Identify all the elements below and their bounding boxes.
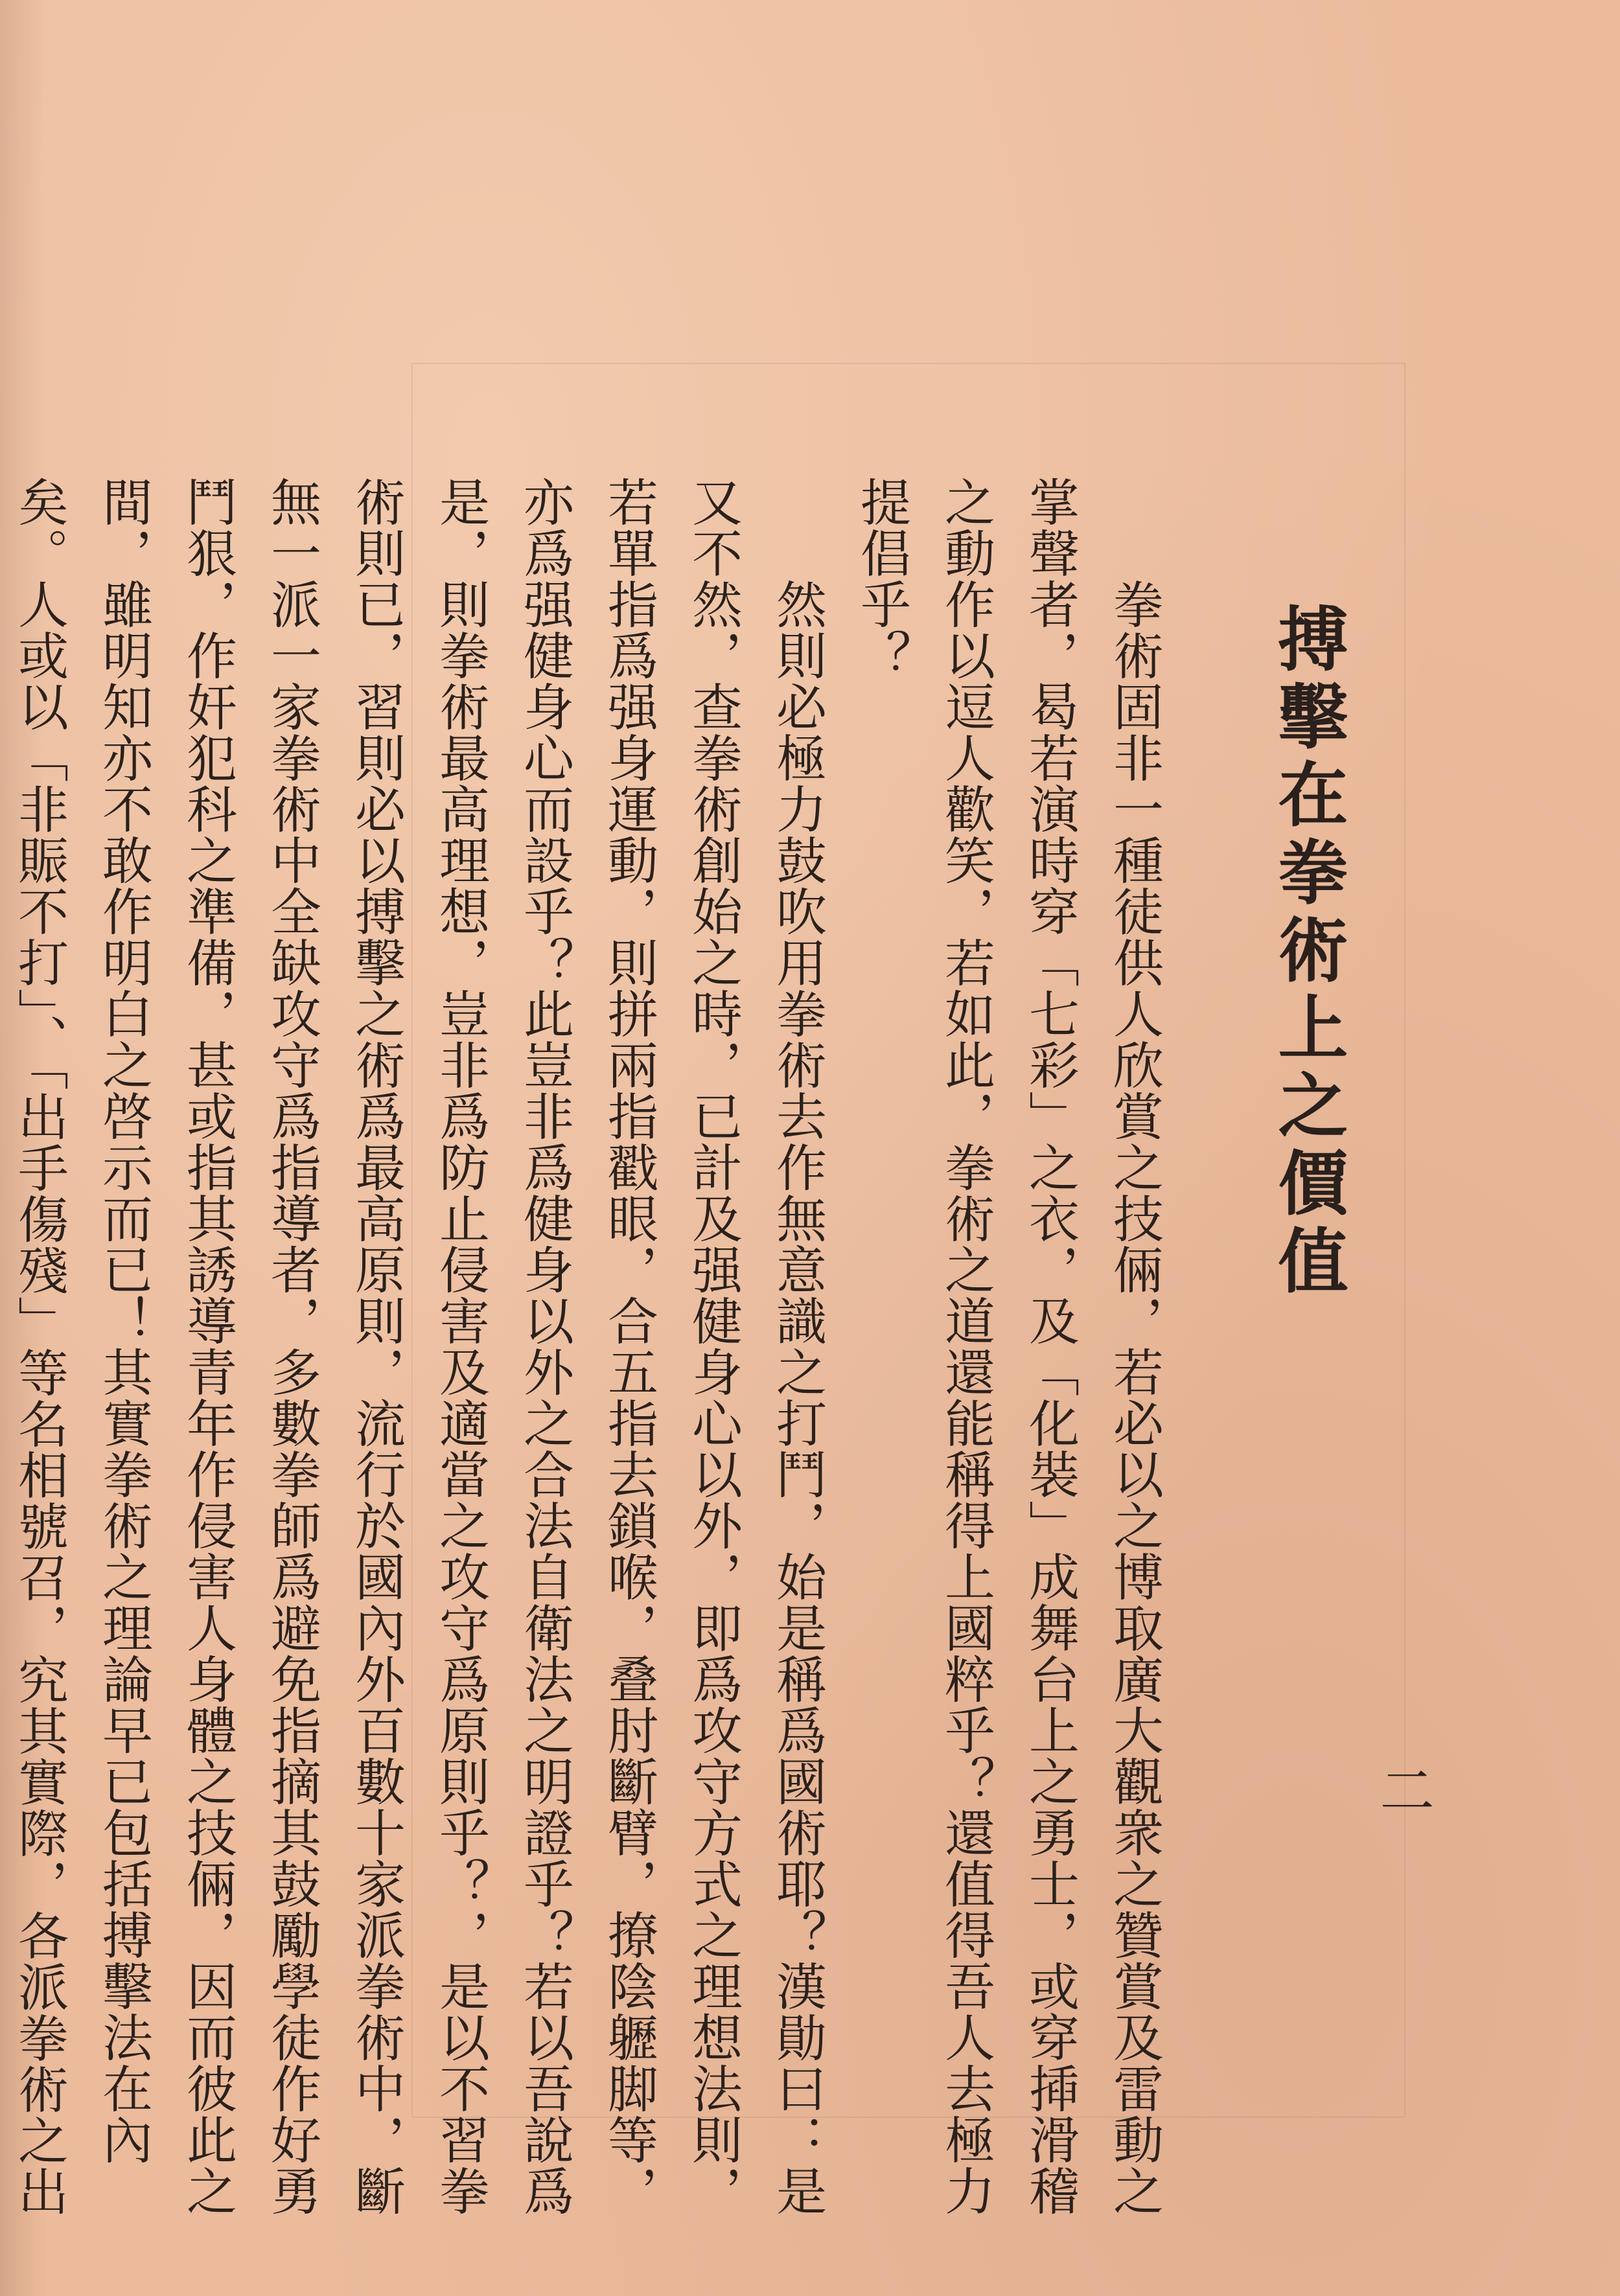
paragraph-1: 拳術固非一種徒供人欣賞之技倆，若必以之博取廣大觀衆之贊賞及雷動之掌聲者，曷若演時穿「七彩」之衣，及「化裝」成舞台上之勇士，或穿揷滑稽之動作以逗人歡笑，若如此，拳術之道還能稱得上國粹乎？還值得吾人去極力提倡乎？: [852, 476, 1163, 2216]
page-number: 二: [1371, 1762, 1435, 1817]
chapter-title: 搏擊在拳術上之價值: [1266, 603, 1348, 1302]
paragraph-2: 然則必極力鼓吹用拳術去作無意識之打鬥，始是稱爲國術耶？漢勛曰：是又不然，查拳術創始之時，已計及强健身心以外，即爲攻守方式之理想法則，若單指爲强身運動，則拼兩指戳眼，合五指去鎖喉，叠肘斷臂，撩陰𨊛脚等，亦爲强健身心而設乎？此豈非爲健身以外之合法自衛法之明證乎？若以吾說爲是，則拳術最高理想，豈非爲防止侵害及適當之攻守爲原則乎？，是以不習拳術則已，習則必以搏擊之術爲最高原則，流行於國內外百數十家派拳術中，斷無一派一家拳術中全缺攻守爲指導者，多數拳師爲避免指摘其鼓勵學徒作好勇鬥狠，作奸犯科之準備，甚或指其誘導青年作侵害人身體之技倆，因而彼此之間，雖明知亦不敢作明白之啓示而已！其實拳術之理論早已包括搏擊法在內矣。人或以「非賑不打」、「出手傷殘」等名相號召，究其實際，各派拳術之出: [10, 476, 826, 2217]
body-text: [10, 476, 1176, 2225]
